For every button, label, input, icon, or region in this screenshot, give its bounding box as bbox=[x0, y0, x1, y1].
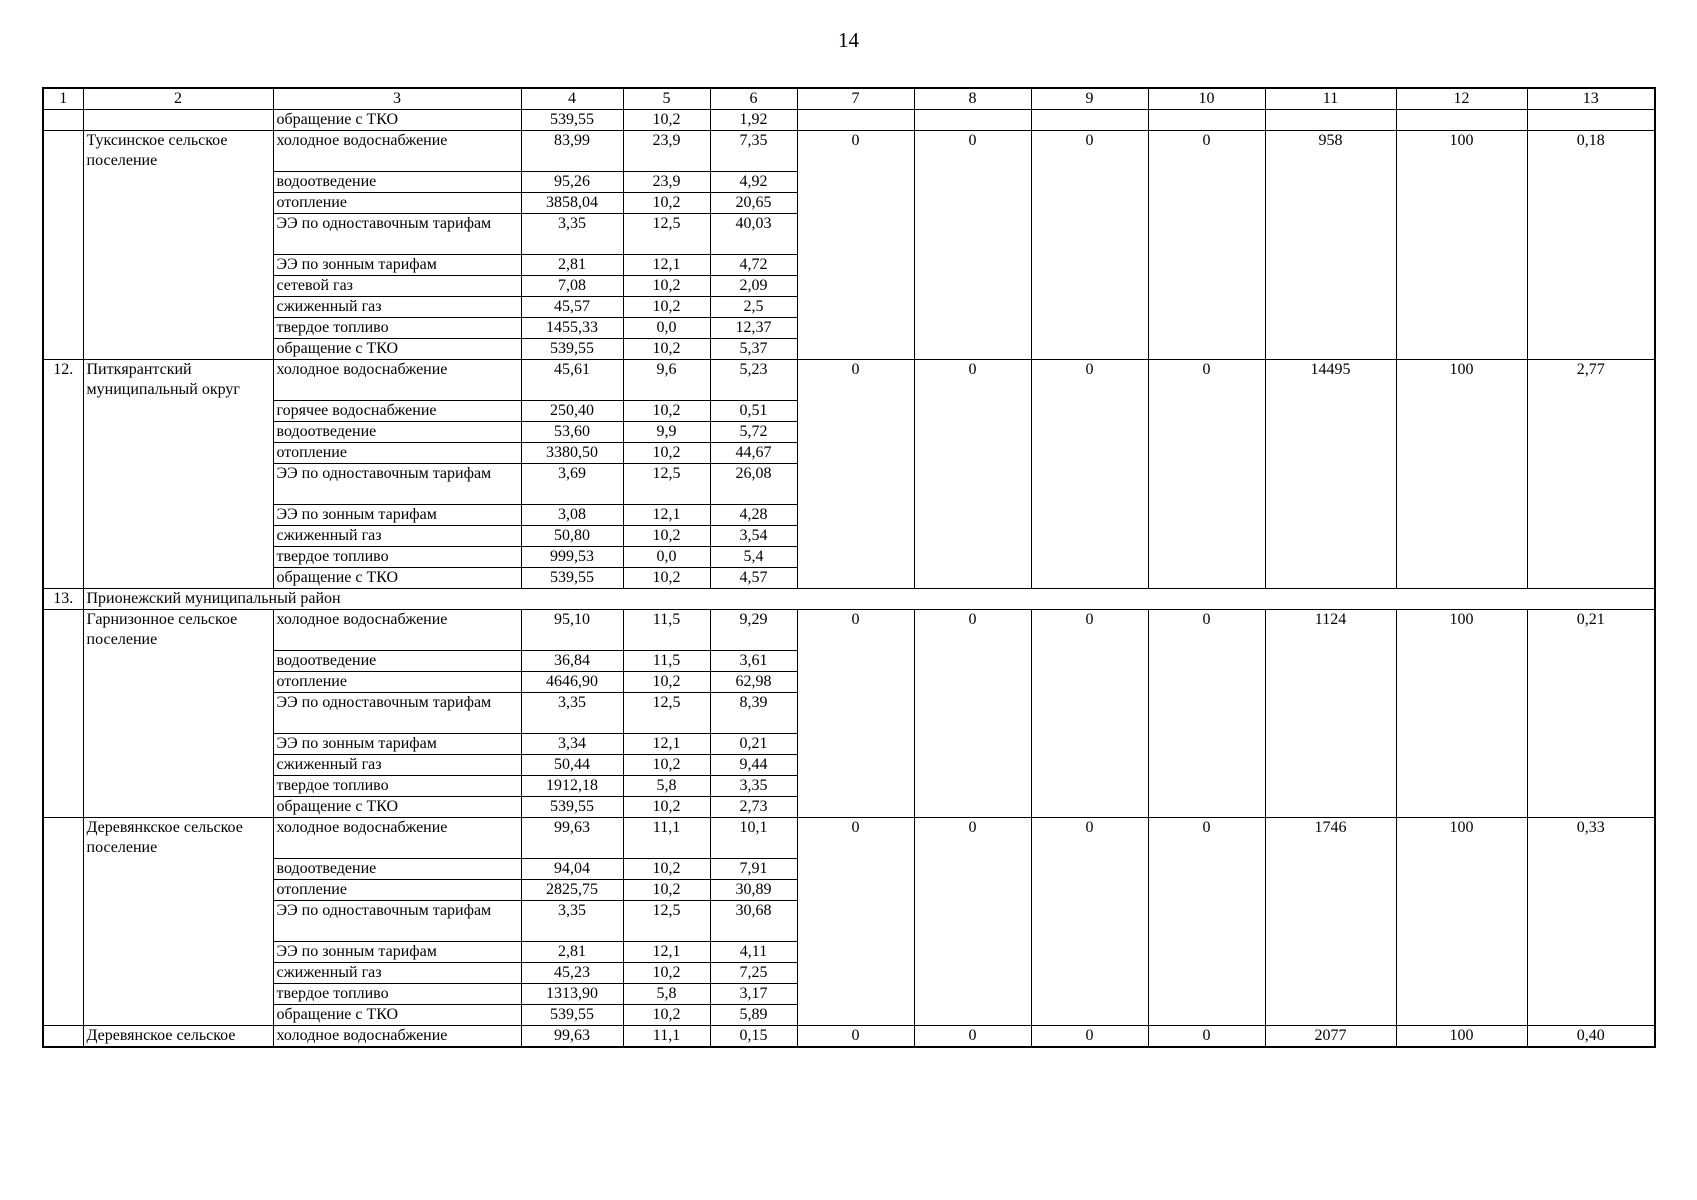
row-number bbox=[43, 1026, 83, 1048]
value-c6: 3,61 bbox=[710, 651, 797, 672]
value-c4: 94,04 bbox=[521, 859, 623, 880]
row-number bbox=[43, 818, 83, 1026]
value-c4: 2,81 bbox=[521, 942, 623, 963]
service-name: обращение с ТКО bbox=[273, 797, 521, 818]
service-name: ЭЭ по одноставочным тарифам bbox=[273, 214, 521, 255]
value-c9: 0 bbox=[1031, 818, 1148, 1026]
value-c5: 12,5 bbox=[623, 214, 710, 255]
value-c7: 0 bbox=[797, 610, 914, 818]
value-c6: 26,08 bbox=[710, 464, 797, 505]
value-c5: 11,1 bbox=[623, 1026, 710, 1048]
value-c10: 0 bbox=[1148, 360, 1265, 589]
value-c5: 11,5 bbox=[623, 651, 710, 672]
value-c4: 45,57 bbox=[521, 297, 623, 318]
column-header-9: 9 bbox=[1031, 88, 1148, 110]
service-name: обращение с ТКО bbox=[273, 1005, 521, 1026]
municipality-name bbox=[83, 110, 273, 131]
row-number bbox=[43, 131, 83, 360]
value-c6: 30,68 bbox=[710, 901, 797, 942]
value-c12: 100 bbox=[1396, 1026, 1527, 1048]
value-c11: 958 bbox=[1265, 131, 1396, 360]
value-c4: 539,55 bbox=[521, 339, 623, 360]
section-number: 13. bbox=[43, 589, 83, 610]
table-row bbox=[43, 1026, 1655, 1048]
service-name: отопление bbox=[273, 193, 521, 214]
value-c6: 4,28 bbox=[710, 505, 797, 526]
value-c6: 3,17 bbox=[710, 984, 797, 1005]
value-c5: 10,2 bbox=[623, 672, 710, 693]
value-c5: 10,2 bbox=[623, 110, 710, 131]
value-c6: 2,5 bbox=[710, 297, 797, 318]
value-c4: 1912,18 bbox=[521, 776, 623, 797]
service-name: водоотведение bbox=[273, 172, 521, 193]
value-c4: 3,34 bbox=[521, 734, 623, 755]
value-c4: 539,55 bbox=[521, 797, 623, 818]
value-c5: 10,2 bbox=[623, 526, 710, 547]
value-c4: 3,35 bbox=[521, 214, 623, 255]
column-header-7: 7 bbox=[797, 88, 914, 110]
table-row bbox=[43, 610, 1655, 651]
value-c5: 5,8 bbox=[623, 776, 710, 797]
value-c13: 0,33 bbox=[1527, 818, 1655, 1026]
value-c4: 1313,90 bbox=[521, 984, 623, 1005]
table-row bbox=[43, 131, 1655, 172]
value-c5: 12,5 bbox=[623, 901, 710, 942]
value-c5: 10,2 bbox=[623, 880, 710, 901]
value-c4: 53,60 bbox=[521, 422, 623, 443]
value-c6: 4,72 bbox=[710, 255, 797, 276]
value-c4: 7,08 bbox=[521, 276, 623, 297]
column-header-5: 5 bbox=[623, 88, 710, 110]
value-c5: 12,1 bbox=[623, 255, 710, 276]
service-name: водоотведение bbox=[273, 422, 521, 443]
value-c5: 10,2 bbox=[623, 401, 710, 422]
value-c4: 45,23 bbox=[521, 963, 623, 984]
service-name: холодное водоснабжение bbox=[273, 360, 521, 401]
value-c6: 0,21 bbox=[710, 734, 797, 755]
value-c12: 100 bbox=[1396, 131, 1527, 360]
value-c4: 4646,90 bbox=[521, 672, 623, 693]
municipality-name: Деревянское сельское bbox=[83, 1026, 273, 1048]
value-c6: 8,39 bbox=[710, 693, 797, 734]
municipality-name: Деревянкское сельское поселение bbox=[83, 818, 273, 1026]
service-name: сжиженный газ bbox=[273, 963, 521, 984]
value-c5: 0,0 bbox=[623, 547, 710, 568]
value-c5: 10,2 bbox=[623, 568, 710, 589]
value-c12: 100 bbox=[1396, 360, 1527, 589]
value-c4: 50,80 bbox=[521, 526, 623, 547]
value-c6: 3,54 bbox=[710, 526, 797, 547]
service-name: ЭЭ по зонным тарифам bbox=[273, 255, 521, 276]
value-c12 bbox=[1396, 110, 1527, 131]
value-c13: 2,77 bbox=[1527, 360, 1655, 589]
value-c5: 10,2 bbox=[623, 797, 710, 818]
section-row bbox=[43, 589, 1655, 610]
service-name: отопление bbox=[273, 880, 521, 901]
value-c6: 7,91 bbox=[710, 859, 797, 880]
value-c6: 20,65 bbox=[710, 193, 797, 214]
value-c5: 10,2 bbox=[623, 276, 710, 297]
column-header-13: 13 bbox=[1527, 88, 1655, 110]
value-c4: 250,40 bbox=[521, 401, 623, 422]
value-c6: 5,72 bbox=[710, 422, 797, 443]
value-c7: 0 bbox=[797, 1026, 914, 1048]
value-c5: 5,8 bbox=[623, 984, 710, 1005]
value-c6: 44,67 bbox=[710, 443, 797, 464]
value-c7 bbox=[797, 110, 914, 131]
value-c5: 10,2 bbox=[623, 755, 710, 776]
service-name: горячее водоснабжение bbox=[273, 401, 521, 422]
value-c4: 3,69 bbox=[521, 464, 623, 505]
service-name: обращение с ТКО bbox=[273, 339, 521, 360]
value-c5: 10,2 bbox=[623, 339, 710, 360]
value-c8: 0 bbox=[914, 610, 1031, 818]
value-c5: 0,0 bbox=[623, 318, 710, 339]
value-c4: 1455,33 bbox=[521, 318, 623, 339]
row-number bbox=[43, 610, 83, 818]
value-c6: 3,35 bbox=[710, 776, 797, 797]
value-c4: 83,99 bbox=[521, 131, 623, 172]
value-c5: 9,9 bbox=[623, 422, 710, 443]
value-c6: 2,09 bbox=[710, 276, 797, 297]
page-number: 14 bbox=[838, 28, 859, 52]
header-row bbox=[43, 88, 1655, 110]
value-c11: 1124 bbox=[1265, 610, 1396, 818]
table-row bbox=[43, 110, 1655, 131]
section-title: Прионежский муниципальный район bbox=[83, 589, 1655, 610]
service-name: сжиженный газ bbox=[273, 526, 521, 547]
service-name: ЭЭ по зонным тарифам bbox=[273, 734, 521, 755]
service-name: холодное водоснабжение bbox=[273, 131, 521, 172]
column-header-8: 8 bbox=[914, 88, 1031, 110]
column-header-3: 3 bbox=[273, 88, 521, 110]
value-c4: 2,81 bbox=[521, 255, 623, 276]
column-header-11: 11 bbox=[1265, 88, 1396, 110]
value-c4: 95,10 bbox=[521, 610, 623, 651]
value-c6: 62,98 bbox=[710, 672, 797, 693]
service-name: ЭЭ по одноставочным тарифам bbox=[273, 693, 521, 734]
value-c4: 2825,75 bbox=[521, 880, 623, 901]
service-name: водоотведение bbox=[273, 651, 521, 672]
value-c5: 12,5 bbox=[623, 693, 710, 734]
service-name: обращение с ТКО bbox=[273, 568, 521, 589]
value-c5: 11,1 bbox=[623, 818, 710, 859]
value-c11: 14495 bbox=[1265, 360, 1396, 589]
value-c9: 0 bbox=[1031, 131, 1148, 360]
value-c4: 3,35 bbox=[521, 901, 623, 942]
value-c4: 3,35 bbox=[521, 693, 623, 734]
value-c10: 0 bbox=[1148, 131, 1265, 360]
value-c6: 0,15 bbox=[710, 1026, 797, 1048]
value-c4: 99,63 bbox=[521, 818, 623, 859]
value-c7: 0 bbox=[797, 818, 914, 1026]
service-name: ЭЭ по зонным тарифам bbox=[273, 942, 521, 963]
value-c6: 4,57 bbox=[710, 568, 797, 589]
value-c5: 9,6 bbox=[623, 360, 710, 401]
value-c6: 12,37 bbox=[710, 318, 797, 339]
column-header-2: 2 bbox=[83, 88, 273, 110]
value-c6: 4,92 bbox=[710, 172, 797, 193]
value-c9: 0 bbox=[1031, 1026, 1148, 1048]
value-c4: 539,55 bbox=[521, 568, 623, 589]
value-c4: 45,61 bbox=[521, 360, 623, 401]
municipality-name: Туксинское сельское поселение bbox=[83, 131, 273, 360]
value-c6: 1,92 bbox=[710, 110, 797, 131]
table-row bbox=[43, 818, 1655, 859]
value-c4: 99,63 bbox=[521, 1026, 623, 1048]
value-c8: 0 bbox=[914, 1026, 1031, 1048]
service-name: сетевой газ bbox=[273, 276, 521, 297]
service-name: сжиженный газ bbox=[273, 755, 521, 776]
value-c13: 0,18 bbox=[1527, 131, 1655, 360]
value-c5: 23,9 bbox=[623, 131, 710, 172]
value-c7: 0 bbox=[797, 360, 914, 589]
value-c8: 0 bbox=[914, 818, 1031, 1026]
value-c6: 9,29 bbox=[710, 610, 797, 651]
value-c12: 100 bbox=[1396, 610, 1527, 818]
value-c11 bbox=[1265, 110, 1396, 131]
value-c6: 2,73 bbox=[710, 797, 797, 818]
value-c5: 12,1 bbox=[623, 942, 710, 963]
municipality-name: Питкярантский муниципальный округ bbox=[83, 360, 273, 589]
value-c8 bbox=[914, 110, 1031, 131]
value-c9 bbox=[1031, 110, 1148, 131]
value-c10: 0 bbox=[1148, 610, 1265, 818]
value-c4: 3858,04 bbox=[521, 193, 623, 214]
value-c7: 0 bbox=[797, 131, 914, 360]
value-c10 bbox=[1148, 110, 1265, 131]
value-c11: 2077 bbox=[1265, 1026, 1396, 1048]
column-header-12: 12 bbox=[1396, 88, 1527, 110]
value-c6: 5,37 bbox=[710, 339, 797, 360]
value-c8: 0 bbox=[914, 131, 1031, 360]
value-c6: 7,35 bbox=[710, 131, 797, 172]
value-c5: 10,2 bbox=[623, 297, 710, 318]
service-name: водоотведение bbox=[273, 859, 521, 880]
value-c13: 0,40 bbox=[1527, 1026, 1655, 1048]
value-c4: 999,53 bbox=[521, 547, 623, 568]
municipality-name: Гарнизонное сельское поселение bbox=[83, 610, 273, 818]
value-c4: 3380,50 bbox=[521, 443, 623, 464]
value-c5: 10,2 bbox=[623, 193, 710, 214]
value-c5: 10,2 bbox=[623, 1005, 710, 1026]
value-c13 bbox=[1527, 110, 1655, 131]
value-c5: 10,2 bbox=[623, 963, 710, 984]
row-number bbox=[43, 110, 83, 131]
table-row bbox=[43, 360, 1655, 401]
value-c4: 539,55 bbox=[521, 110, 623, 131]
value-c5: 10,2 bbox=[623, 859, 710, 880]
service-name: отопление bbox=[273, 443, 521, 464]
value-c9: 0 bbox=[1031, 610, 1148, 818]
service-name: холодное водоснабжение bbox=[273, 610, 521, 651]
value-c6: 5,4 bbox=[710, 547, 797, 568]
service-name: твердое топливо bbox=[273, 318, 521, 339]
value-c5: 12,1 bbox=[623, 734, 710, 755]
value-c13: 0,21 bbox=[1527, 610, 1655, 818]
row-number: 12. bbox=[43, 360, 83, 589]
value-c6: 40,03 bbox=[710, 214, 797, 255]
value-c6: 0,51 bbox=[710, 401, 797, 422]
column-header-6: 6 bbox=[710, 88, 797, 110]
service-name: ЭЭ по зонным тарифам bbox=[273, 505, 521, 526]
value-c12: 100 bbox=[1396, 818, 1527, 1026]
service-name: твердое топливо bbox=[273, 547, 521, 568]
column-header-1: 1 bbox=[43, 88, 83, 110]
service-name: твердое топливо bbox=[273, 984, 521, 1005]
value-c4: 50,44 bbox=[521, 755, 623, 776]
value-c6: 4,11 bbox=[710, 942, 797, 963]
value-c5: 23,9 bbox=[623, 172, 710, 193]
value-c4: 36,84 bbox=[521, 651, 623, 672]
service-name: ЭЭ по одноставочным тарифам bbox=[273, 464, 521, 505]
tariff-table bbox=[42, 87, 1656, 1048]
value-c4: 95,26 bbox=[521, 172, 623, 193]
value-c4: 3,08 bbox=[521, 505, 623, 526]
value-c4: 539,55 bbox=[521, 1005, 623, 1026]
service-name: холодное водоснабжение bbox=[273, 1026, 521, 1048]
service-name: холодное водоснабжение bbox=[273, 818, 521, 859]
value-c5: 12,1 bbox=[623, 505, 710, 526]
value-c5: 11,5 bbox=[623, 610, 710, 651]
value-c9: 0 bbox=[1031, 360, 1148, 589]
service-name: обращение с ТКО bbox=[273, 110, 521, 131]
value-c5: 10,2 bbox=[623, 443, 710, 464]
value-c10: 0 bbox=[1148, 818, 1265, 1026]
value-c6: 5,23 bbox=[710, 360, 797, 401]
value-c6: 30,89 bbox=[710, 880, 797, 901]
column-header-10: 10 bbox=[1148, 88, 1265, 110]
value-c10: 0 bbox=[1148, 1026, 1265, 1048]
value-c6: 10,1 bbox=[710, 818, 797, 859]
value-c6: 5,89 bbox=[710, 1005, 797, 1026]
value-c5: 12,5 bbox=[623, 464, 710, 505]
service-name: твердое топливо bbox=[273, 776, 521, 797]
service-name: ЭЭ по одноставочным тарифам bbox=[273, 901, 521, 942]
column-header-4: 4 bbox=[521, 88, 623, 110]
service-name: отопление bbox=[273, 672, 521, 693]
value-c11: 1746 bbox=[1265, 818, 1396, 1026]
service-name: сжиженный газ bbox=[273, 297, 521, 318]
value-c6: 7,25 bbox=[710, 963, 797, 984]
value-c8: 0 bbox=[914, 360, 1031, 589]
value-c6: 9,44 bbox=[710, 755, 797, 776]
